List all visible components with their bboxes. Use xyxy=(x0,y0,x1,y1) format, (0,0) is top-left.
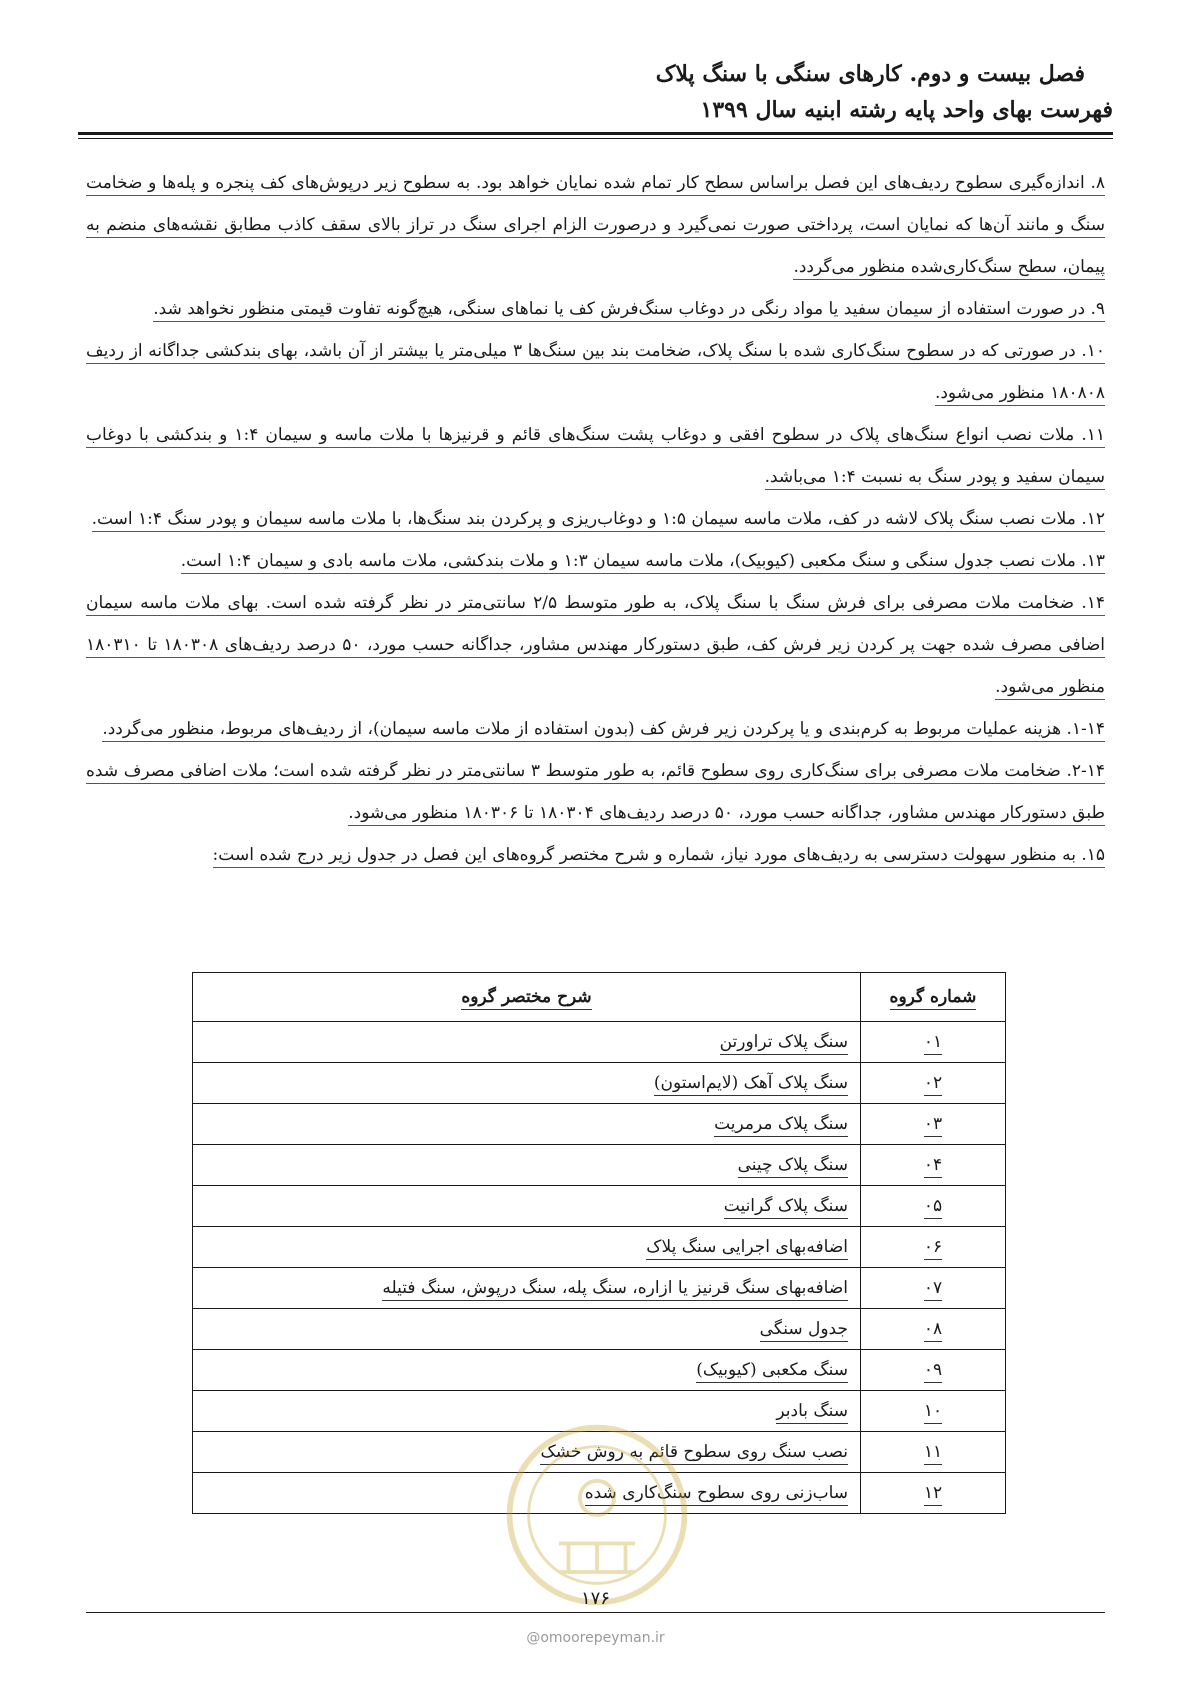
group-description-cell: اضافه‌بهای سنگ قرنیز یا ازاره، سنگ پله، سنگ درپوش، سنگ فتیله xyxy=(193,1268,861,1309)
group-number-cell: ۰۸ xyxy=(861,1309,1006,1350)
group-description-cell: ساب‌زنی روی سطوح سنگ‌کاری شده xyxy=(193,1473,861,1514)
group-number-cell: ۰۲ xyxy=(861,1063,1006,1104)
note-paragraph: ۸. اندازه‌گیری سطوح ردیف‌های این فصل براساس سطح کار تمام شده نمایان خواهد بود. به سطوح زیر درپوش‌های کف پنجره و پله‌ها و ضخامت سنگ و مانند آن‌ها که نمایان است، پرداختی صورت نمی‌گیرد و درصورت الزام اجرای سنگ در تراز بالای سقف کاذب مطابق نقشه‌های منضم به پیمان، سطح سنگ‌کاری‌شده منظور می‌گردد. xyxy=(86,162,1105,288)
group-number-cell: ۰۳ xyxy=(861,1104,1006,1145)
group-number-cell: ۱۱ xyxy=(861,1432,1006,1473)
table-row xyxy=(193,1350,1006,1391)
group-description-cell: جدول سنگی xyxy=(193,1309,861,1350)
table-row xyxy=(193,1268,1006,1309)
document-title: فهرست بهای واحد پایه رشته ابنیه سال ۱۳۹۹ xyxy=(700,97,1113,123)
note-paragraph: ۱-۱۴. هزینه عملیات مربوط به کرم‌بندی و یا پرکردن زیر فرش کف (بدون استفاده از ملات ماسه سیمان)، از ردیف‌های مربوط، منظور می‌گردد. xyxy=(86,708,1105,750)
group-number-cell: ۰۵ xyxy=(861,1186,1006,1227)
header-divider-thin xyxy=(78,138,1113,139)
page-number: ۱۷۶ xyxy=(580,1588,610,1609)
group-number-cell: ۰۱ xyxy=(861,1022,1006,1063)
header-divider-thick xyxy=(78,132,1113,135)
group-description-cell: سنگ پلاک تراورتن xyxy=(193,1022,861,1063)
group-description-cell: سنگ بادبر xyxy=(193,1391,861,1432)
group-number-cell: ۰۴ xyxy=(861,1145,1006,1186)
table-row xyxy=(193,1309,1006,1350)
group-number-cell: ۱۰ xyxy=(861,1391,1006,1432)
group-number-cell: ۰۷ xyxy=(861,1268,1006,1309)
table-row xyxy=(193,1186,1006,1227)
note-paragraph: ۱۲. ملات نصب سنگ پلاک لاشه در کف، ملات ماسه سیمان ۱:۵ و دوغاب‌ریزی و پرکردن بند سنگ‌ها، با ملات ماسه سیمان و پودر سنگ ۱:۴ است. xyxy=(86,498,1105,540)
table-row xyxy=(193,1063,1006,1104)
seal-watermark-icon xyxy=(502,1420,692,1610)
table-row xyxy=(193,1145,1006,1186)
group-description-cell: سنگ پلاک آهک (لایم‌استون) xyxy=(193,1063,861,1104)
page-header xyxy=(78,56,1113,128)
note-paragraph: ۱۴. ضخامت ملات مصرفی برای فرش سنگ با سنگ پلاک، به طور متوسط ۲/۵ سانتی‌متر در نظر گرفته شده است. بهای ملات ماسه سیمان اضافی مصرف شده جهت پر کردن زیر فرش کف، طبق دستورکار مهندس مشاور، جداگانه حسب مورد، ۵۰ درصد ردیف‌های ۱۸۰۳۰۸ تا ۱۸۰۳۱۰ منظور می‌شود. xyxy=(86,582,1105,708)
note-paragraph: ۹. در صورت استفاده از سیمان سفید یا مواد رنگی در دوغاب سنگ‌فرش کف یا نماهای سنگی، هیچ‌گونه تفاوت قیمتی منظور نخواهد شد. xyxy=(86,288,1105,330)
table-row xyxy=(193,1104,1006,1145)
group-description-cell: سنگ پلاک چینی xyxy=(193,1145,861,1186)
website-watermark: @omoorepeyman.ir xyxy=(526,1630,665,1646)
table-row xyxy=(193,1227,1006,1268)
group-number-cell: ۱۲ xyxy=(861,1473,1006,1514)
group-description-cell: نصب سنگ روی سطوح قائم به روش خشک xyxy=(193,1432,861,1473)
group-description-cell: سنگ پلاک مرمریت xyxy=(193,1104,861,1145)
group-number-cell: ۰۶ xyxy=(861,1227,1006,1268)
table-header-row xyxy=(193,973,1006,1022)
note-paragraph: ۲-۱۴. ضخامت ملات مصرفی برای سنگ‌کاری روی سطوح قائم، به طور متوسط ۳ سانتی‌متر در نظر گرفته شده است؛ ملات اضافی مصرف شده طبق دستورکار مهندس مشاور، جداگانه حسب مورد، ۵۰ درصد ردیف‌های ۱۸۰۳۰۴ تا ۱۸۰۳۰۶ منظور می‌شود. xyxy=(86,750,1105,834)
header-group-description: شرح مختصر گروه xyxy=(193,973,861,1022)
group-number-cell: ۰۹ xyxy=(861,1350,1006,1391)
note-paragraph: ۱۰. در صورتی که در سطوح سنگ‌کاری شده با سنگ پلاک، ضخامت بند بین سنگ‌ها ۳ میلی‌متر یا بیشتر از آن باشد، بهای بندکشی جداگانه از ردیف ۱۸۰۸۰۸ منظور می‌شود. xyxy=(86,330,1105,414)
note-paragraph: ۱۵. به منظور سهولت دسترسی به ردیف‌های مورد نیاز، شماره و شرح مختصر گروه‌های این فصل در جدول زیر درج شده است: xyxy=(86,834,1105,876)
note-paragraph: ۱۳. ملات نصب جدول سنگی و سنگ مکعبی (کیوبیک)، ملات ماسه سیمان ۱:۳ و ملات بندکشی، ملات ماسه بادی و سیمان ۱:۴ است. xyxy=(86,540,1105,582)
group-description-cell: اضافه‌بهای اجرایی سنگ پلاک xyxy=(193,1227,861,1268)
chapter-title: فصل بیست و دوم. کارهای سنگی با سنگ پلاک xyxy=(655,61,1085,87)
group-description-cell: سنگ پلاک گرانیت xyxy=(193,1186,861,1227)
notes-body xyxy=(86,162,1105,876)
footer-divider xyxy=(86,1612,1105,1613)
header-group-number: شماره گروه xyxy=(861,973,1006,1022)
table-row xyxy=(193,1022,1006,1063)
group-description-cell: سنگ مکعبی (کیوبیک) xyxy=(193,1350,861,1391)
note-paragraph: ۱۱. ملات نصب انواع سنگ‌های پلاک در سطوح افقی و دوغاب پشت سنگ‌های قائم و قرنیزها با ملات ماسه و سیمان ۱:۴ و بندکشی با دوغاب سیمان سفید و پودر سنگ به نسبت ۱:۴ می‌باشد. xyxy=(86,414,1105,498)
